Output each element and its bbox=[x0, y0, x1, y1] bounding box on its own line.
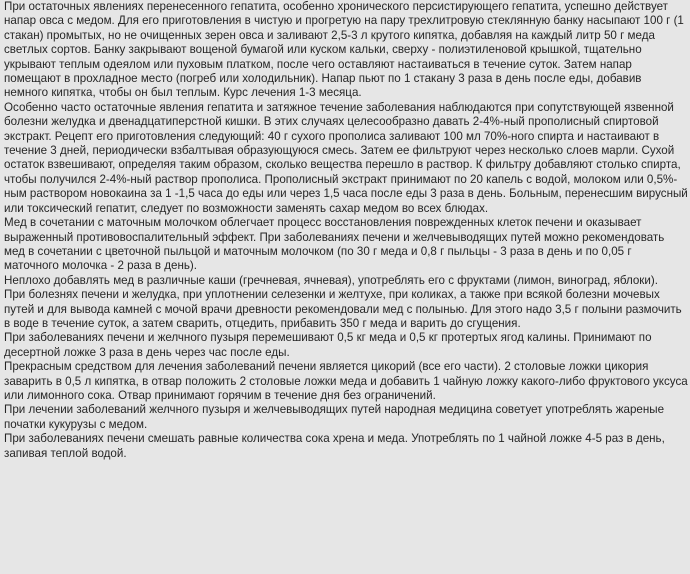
paragraph-horseradish: При заболеваниях печени смешать равные количества сока хрена и меда. Употреблять по 1 чайной ложке 4-5 раз в день, запивая теплой водой. bbox=[4, 432, 665, 460]
paragraph-viburnum: При заболеваниях печени и желчного пузыря перемешивают 0,5 кг меда и 0,5 кг протертых ягод калины. Принимают по десертной ложке 3 раза в день через час после еды. bbox=[4, 331, 652, 359]
paragraph-oat-infusion: При остаточных явлениях перенесенного гепатита, особенно хронического персистирующего гепатита, успешно действует напар овса с медом. Для его приготовления в чистую и прогретую на пару трехлитровую стеклянную банку насыпают 100 г (1 стакан) промытых, но не очищенных зерен овса и заливают 2,5-3 л крутого кипятка, добавляя на каждый литр 50 г меда светлых сортов. Банку закрывают вощеной бумагой или куском кальки, сверху - полиэтиленовой крышкой, тщательно укрывают теплым одеялом или пуховым платком, после чего оставляют настаиваться в течение суток. Затем напар помещают в прохладное место (погреб или холодильник). Напар пьют по 1 стакану 3 раза в день после еды, добавив немного кипятка, чтобы он был теплым. Курс лечения 1-3 месяца. bbox=[4, 0, 684, 100]
paragraph-wormwood: При болезнях печени и желудка, при уплотнении селезенки и желтухе, при коликах, а также при всякой болезни мочевых путей и для вывода камней с мочой врачи древности рекомендовали мед с полынью. Для этого надо 3,5 г полыни размочить в воде в течение суток, а затем сварить, отцедить, прибавить 350 г меда и варить до сгущения. bbox=[4, 288, 682, 330]
paragraph-propolis-extract: Особенно часто остаточные явления гепатита и затяжное течение заболевания наблюдаются при сопутствующей язвенной болезни желудка и двенадцатиперстной кишки. В этих случаях целесообразно давать 2-4%-ный прополисный спиртовой экстракт. Рецепт его приготовления следующий: 40 г сухого прополиса заливают 100 мл 70%-ного спирта и настаивают в течение 3 дней, периодически взбалтывая образующуюся смесь. Затем ее фильтруют через несколько слоев марли. Сухой остаток взвешивают, определяя таким образом, сколько вещества перешло в раствор. К фильтру добавляют столько спирта, чтобы получился 2-4%-ный раствор прополиса. Прополисный экстракт принимают по 20 капель с водой, молоком или 0,5%-ным раствором новокаина за 1 -1,5 часа до еды или через 1,5 часа после еды 3 раза в день. Больным, перенесшим вирусный или токсический гепатит, следует по возможности заменять сахар медом во всех блюдах. bbox=[4, 100, 688, 215]
paragraph-porridge: Неплохо добавлять мед в различные каши (гречневая, ячневая), употреблять его с фруктами (лимон, виноград, яблоки). bbox=[4, 273, 658, 287]
paragraph-corn: При лечении заболеваний желчного пузыря и желчевыводящих путей народная медицина советует употреблять жареные початки кукурузы с медом. bbox=[4, 403, 665, 431]
paragraph-royal-jelly: Мед в сочетании с маточным молочком облегчает процесс восстановления поврежденных клеток печени и оказывает выраженный противовоспалительный эффект. При заболеваниях печени и желчевыводящих путей можно рекомендовать мед в сочетании с цветочной пыльцой и маточным молочком (по 30 г меда и 0,8 г пыльцы - 3 раза в день и по 0,05 г маточного молочка - 2 раза в день). bbox=[4, 216, 665, 273]
paragraph-chicory: Прекрасным средством для лечения заболеваний печени является цикорий (все его части). 2 столовые ложки цикория заварить в 0,5 л кипятка, в отвар положить 2 столовые ложки меда и добавить 1 чайную ложку какого-либо фруктового уксуса или лимонного сока. Отвар принимают горячим в течение дня без ограничений. bbox=[4, 360, 688, 402]
